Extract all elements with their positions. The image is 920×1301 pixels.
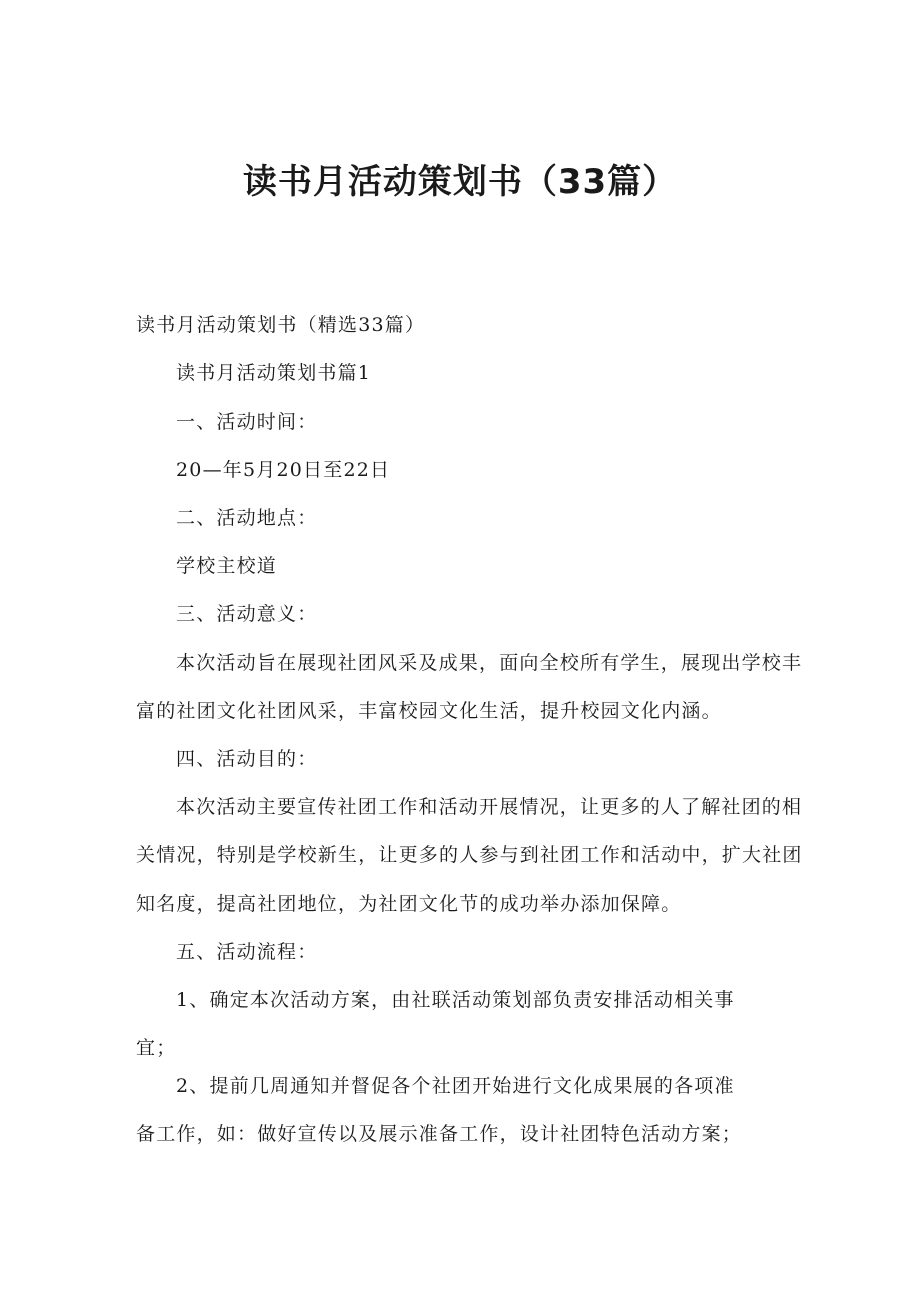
activity-location-value: 学校主校道 (176, 555, 278, 577)
process-step-1-line-1: 1、确定本次活动方案，由社联活动策划部负责安排活动相关事 (176, 989, 735, 1011)
process-step-2-line-1: 2、提前几周通知并督促各个社团开始进行文化成果展的各项准 (176, 1075, 735, 1097)
heading-activity-location: 二、活动地点： (176, 507, 318, 529)
process-step-1-line-2: 宜； (136, 1037, 177, 1059)
process-step-2-line-2: 备工作，如：做好宣传以及展示准备工作，设计社团特色活动方案； (136, 1123, 743, 1145)
heading-activity-time: 一、活动时间： (176, 411, 318, 433)
heading-activity-significance: 三、活动意义： (176, 603, 318, 625)
heading-activity-process: 五、活动流程： (176, 941, 318, 963)
subtitle-line: 读书月活动策划书（精选33篇） (136, 314, 426, 336)
document-title: 读书月活动策划书（33篇） (242, 162, 678, 202)
heading-activity-purpose: 四、活动目的： (176, 748, 318, 770)
significance-line-2: 富的社团文化社团风采，丰富校园文化生活，提升校园文化内涵。 (136, 700, 722, 722)
purpose-line-3: 知名度，提高社团地位，为社团文化节的成功举办添加保障。 (136, 893, 682, 915)
purpose-line-2: 关情况，特别是学校新生，让更多的人参与到社团工作和活动中，扩大社团 (136, 844, 803, 866)
significance-line-1: 本次活动旨在展现社团风采及成果，面向全校所有学生，展现出学校丰 (176, 652, 803, 674)
activity-time-value: 20—年5月20日至22日 (176, 459, 391, 481)
purpose-line-1: 本次活动主要宣传社团工作和活动开展情况，让更多的人了解社团的相 (176, 796, 803, 818)
section-heading-1: 读书月活动策划书篇1 (176, 362, 372, 384)
